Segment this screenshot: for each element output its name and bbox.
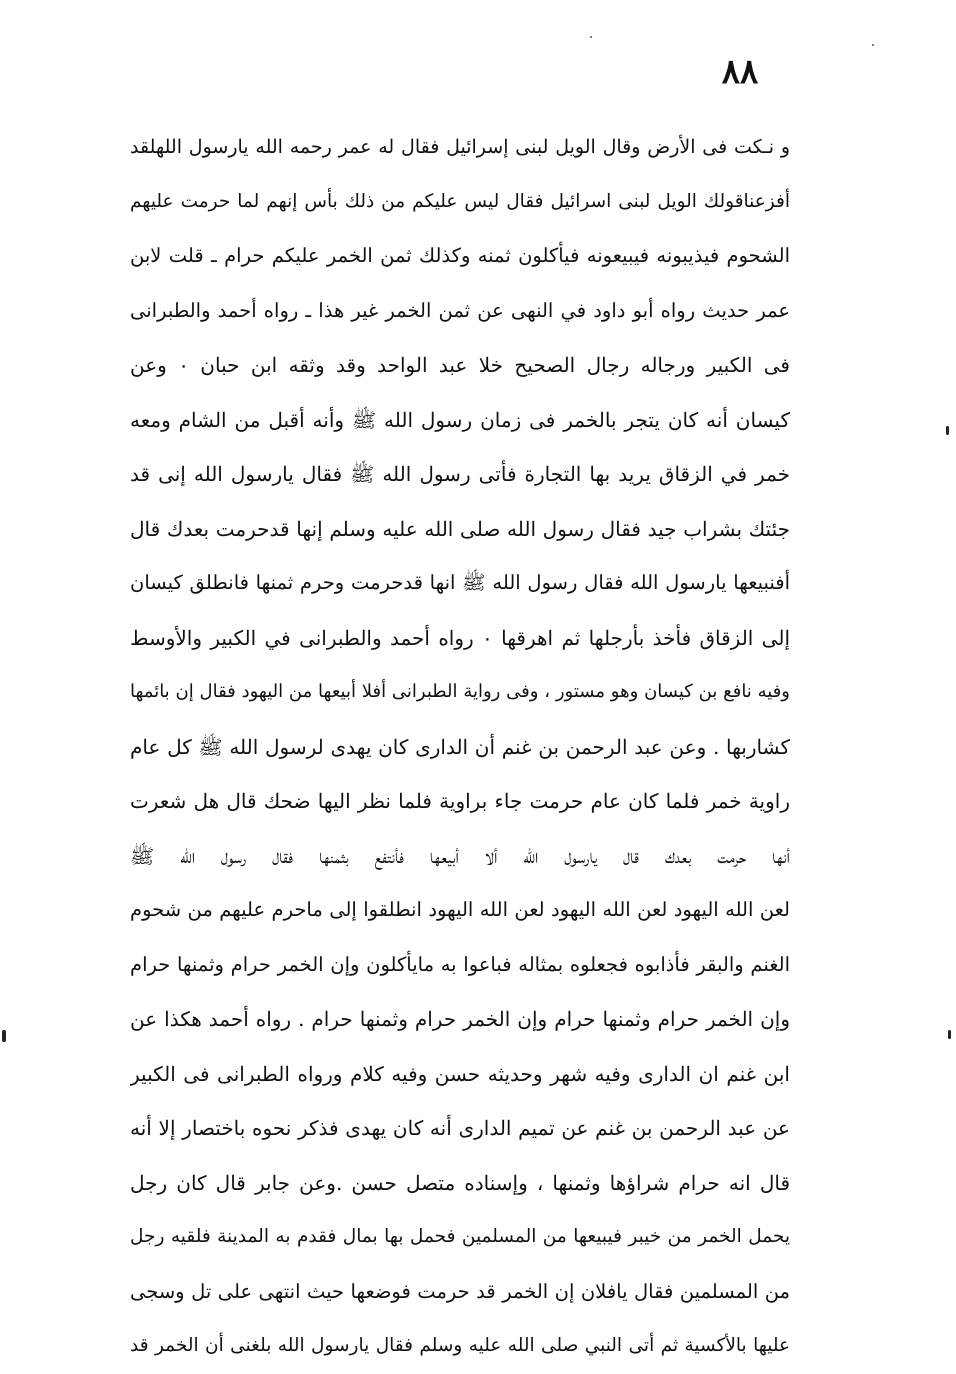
text-line: ابن غنم ان الدارى وفيه شهر وحديثه حسن وفيه كلام ورواه الطبرانى فى الكبير — [130, 1061, 790, 1086]
body-text — [130, 120, 790, 1374]
text-line: و نـكت فى الأرض وقال الويل لبنى إسرائيل فقال له عمر رحمه الله يارسول اللهلقد — [130, 136, 790, 158]
text-line: عليها بالأكسية ثم أتى النبي صلى الله عليه وسلم فقال يارسول الله بلغنى أن الخمر قد — [130, 1335, 790, 1356]
text-line: وفيه نافع بن كيسان وهو مستور ، وفى رواية الطبرانى أفلا أبيعها من اليهود فقال إن بائمها — [130, 681, 790, 702]
scan-speck — [872, 44, 874, 46]
margin-mark — [2, 1030, 6, 1042]
text-line: عمر حديث رواه أبو داود في النهى عن ثمن الخمر غير هذا ـ رواه أحمد والطبرانى — [130, 298, 790, 322]
page-number: ٨٨ — [721, 52, 759, 92]
text-line: وإن الخمر حرام وثمنها حرام وإن الخمر حرام وثمنها حرام . رواه أحمد هكذا عن — [130, 1007, 790, 1031]
text-line: من المسلمين فقال يافلان إن الخمر قد حرمت فوضعها حيث انتهى على تل وسجى — [130, 1279, 790, 1303]
text-line: عن عبد الرحمن بن غنم عن تميم الدارى أنه كان يهدى فذكر نحوه باختصار إلا أنه — [130, 1116, 790, 1140]
scan-speck — [590, 36, 592, 38]
text-line: فى الكبير ورجاله رجال الصحيح خلا عبد الواحد وقد وثقه ابن حبان ٠ وعن — [130, 353, 790, 377]
text-line: جئتك بشراب جيد فقال رسول الله صلى الله عليه وسلم إنها قدحرمت بعدك قال — [130, 516, 790, 541]
text-line: لعن الله اليهود لعن الله اليهود لعن الله اليهود انطلقوا إلى ماحرم عليهم من شحوم — [130, 898, 790, 921]
text-line: أفنبيعها يارسول الله فقال رسول الله ﷺ انها قدحرمت وحرم ثمنها فانطلق كيسان — [130, 571, 790, 594]
text-line: إلى الزقاق فأخذ بأرجلها ثم اهرقها ٠ رواه أحمد والطبرانى في الكبير والأوسط — [130, 625, 790, 650]
text-line: خمر في الزقاق يريد بها التجارة فأتى رسول الله ﷺ فقال يارسول الله إنى قد — [130, 462, 790, 486]
margin-mark — [946, 426, 949, 435]
margin-mark — [948, 1030, 951, 1039]
text-line: يحمل الخمر من خيبر فيبيعها من المسلمين فحمل بها بمال فقدم به المدينة فلقيه رجل — [130, 1226, 790, 1247]
text-line: راوية خمر فلما كان عام حرمت جاء براوية فلما نظر اليها ضحك قال هل شعرت — [130, 789, 790, 813]
text-line: قال انه حرام شراؤها وثمنها ، وإسناده متصل حسن .وعن جابر قال كان رجل — [130, 1170, 790, 1195]
text-line: أفزعناقولك الويل لبنى اسرائيل فقال ليس عليكم من ذلك بأس إنهم لما حرمت عليهم — [130, 190, 790, 212]
text-line: كشاربها . وعن عبد الرحمن بن غنم أن الدارى كان يهدى لرسول الله ﷺ كل عام — [130, 734, 790, 759]
text-line: أنها حرمت بعدك قال يارسول الله ألا أبيعها فأنتفع بثمنها فقال رسول الله ﷺ — [130, 843, 790, 868]
text-line: الغنم والبقر فأذابوه فجعلوه بمثاله فباعوا به مايأكلون وإن الخمر حرام وثمنها حرام — [130, 952, 790, 976]
text-line: الشحوم فيذيبونه فيبيعونه فيأكلون ثمنه وكذلك ثمن الخمر عليكم حرام ـ قلت لابن — [130, 244, 790, 267]
text-line: كيسان أنه كان يتجر بالخمر فى زمان رسول الله ﷺ وأنه أقبل من الشام ومعه — [130, 407, 790, 432]
